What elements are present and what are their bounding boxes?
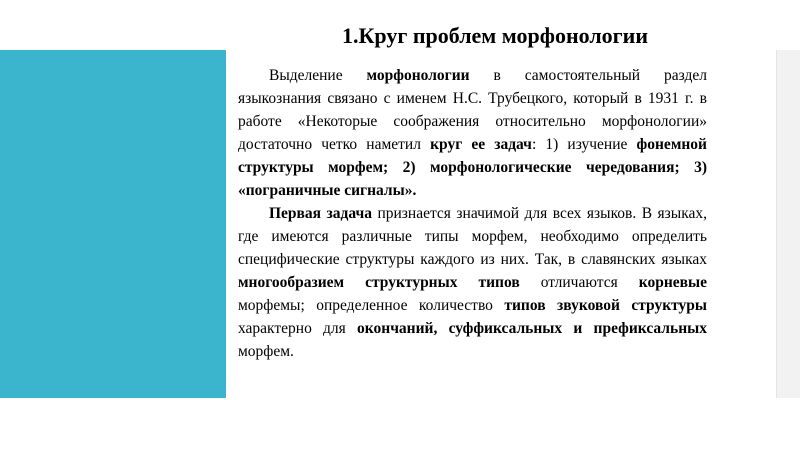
text-run: морфем.	[238, 343, 294, 360]
bold-run: окончаний, суффиксальных и префиксальных	[357, 320, 707, 337]
paragraph-1	[238, 64, 707, 202]
bold-run: корневые	[638, 274, 707, 291]
bold-run: круг ее задач	[430, 136, 532, 153]
text-run: признается значимой для всех языков. В языках, где имеются различные типы морфем, необходимо определить специфические структуры каждого из них. Так, в славянских языках	[238, 205, 707, 268]
slide-body	[238, 64, 707, 363]
text-run: в самостоятельный раздел языкознания связано с именем Н.С. Трубецкого, который в 1931 г. в работе «Некоторые соображения относительно морфонологии» достаточно четко наметил	[238, 67, 707, 153]
accent-block	[0, 50, 226, 398]
text-run: Выделение	[269, 67, 367, 84]
side-panel	[776, 50, 800, 398]
bold-run: морфонологии	[366, 67, 470, 84]
slide-title: 1.Круг проблем морфонологии	[341, 23, 649, 48]
bold-run: фонемной структуры морфем; 2) морфонологические чередования; 3) «пограничные сигналы».	[238, 136, 707, 199]
bold-run: Первая задача	[269, 205, 372, 222]
paragraph-2	[238, 202, 707, 363]
text-run: : 1) изучение	[531, 136, 637, 153]
text-run: морфемы; определенное количество	[238, 297, 505, 314]
text-run: отличаются	[519, 274, 639, 291]
text-run: характерно для	[238, 320, 358, 337]
bold-run: типов звуковой структуры	[504, 297, 708, 314]
bold-run: многообразием структурных типов	[238, 274, 520, 291]
